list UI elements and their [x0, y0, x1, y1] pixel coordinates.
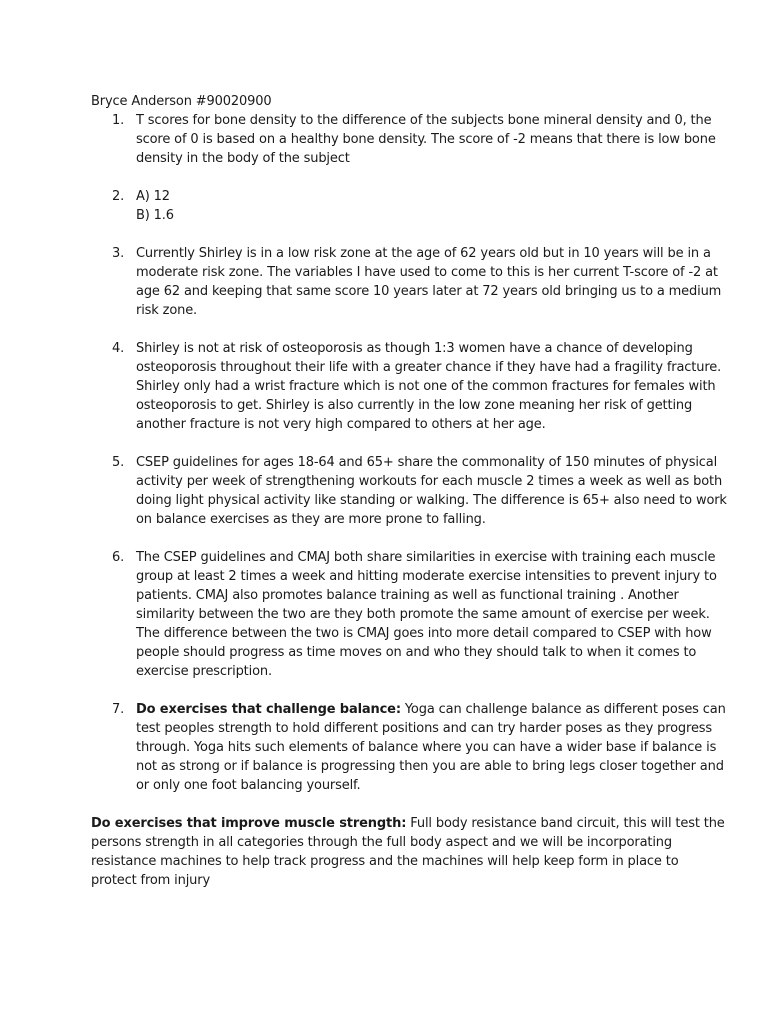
item-heading: Do exercises that challenge balance: [136, 702, 401, 717]
item-number: 6. [112, 550, 125, 565]
item-text [136, 700, 728, 795]
strength-body: Full body resistance band circuit, this will test the persons strength in all categories through the full body aspect and we will be incorporating resistance machines to help track progress and the machines will help keep form in place to protect from injury [91, 816, 725, 888]
answer-a: A) 12 [136, 189, 170, 204]
list-item [91, 453, 728, 529]
list-item [91, 548, 728, 681]
list-item [91, 700, 728, 795]
item-number: 7. [112, 702, 125, 717]
answer-b: B) 1.6 [136, 208, 174, 223]
item-text: Shirley is not at risk of osteoporosis as though 1:3 women have a chance of developing osteoporosis throughout their life with a greater chance if they have had a fragility fracture. Shirley only had a wrist fracture which is not one of the common fractures for females with osteoporosis to get. Shirley is also currently in the low zone meaning her risk of getting another fracture is not very high compared to others at her age. [136, 341, 722, 432]
item-number: 1. [112, 113, 125, 128]
list-item [91, 111, 728, 168]
item-text: CSEP guidelines for ages 18-64 and 65+ share the commonality of 150 minutes of physical activity per week of strengthening workouts for each muscle 2 times a week as well as both doing light physical activity like standing or walking. The difference is 65+ also need to work on balance exercises as they are more prone to falling. [136, 455, 727, 527]
item-text: Currently Shirley is in a low risk zone at the age of 62 years old but in 10 years will be in a moderate risk zone. The variables I have used to come to this is her current T-score of -2 at age 62 and keeping that same score 10 years later at 72 years old bringing us to a medium risk zone. [136, 246, 722, 318]
item-number: 5. [112, 455, 125, 470]
item-text: The CSEP guidelines and CMAJ both share similarities in exercise with training each muscle group at least 2 times a week and hitting moderate exercise intensities to prevent injury to patients. CMAJ also promotes balance training as well as functional training . Another similarity between the two are they both promote the same amount of exercise per week. The difference between the two is CMAJ goes into more detail compared to CSEP with how people should progress as time moves on and who they should talk to when it comes to exercise prescription. [136, 550, 717, 679]
author-header: Bryce Anderson #90020900 [91, 94, 272, 109]
strength-paragraph [91, 814, 728, 890]
item-number: 2. [112, 189, 125, 204]
strength-heading: Do exercises that improve muscle strength: [91, 816, 407, 831]
item-text: T scores for bone density to the difference of the subjects bone mineral density and 0, the score of 0 is based on a healthy bone density. The score of -2 means that there is low bone density in the body of the subject [136, 113, 716, 166]
item-body: Yoga can challenge balance as different poses can test peoples strength to hold different positions and can try harder poses as they progress through. Yoga hits such elements of balance where you can have a wider base if balance is not as strong or if balance is progressing then you are able to bring legs closer together and or only one foot balancing yourself. [136, 702, 726, 793]
list-item [91, 187, 728, 225]
answer-list [91, 111, 728, 795]
list-item [91, 244, 728, 320]
list-item [91, 339, 728, 434]
item-number: 4. [112, 341, 125, 356]
item-number: 3. [112, 246, 125, 261]
